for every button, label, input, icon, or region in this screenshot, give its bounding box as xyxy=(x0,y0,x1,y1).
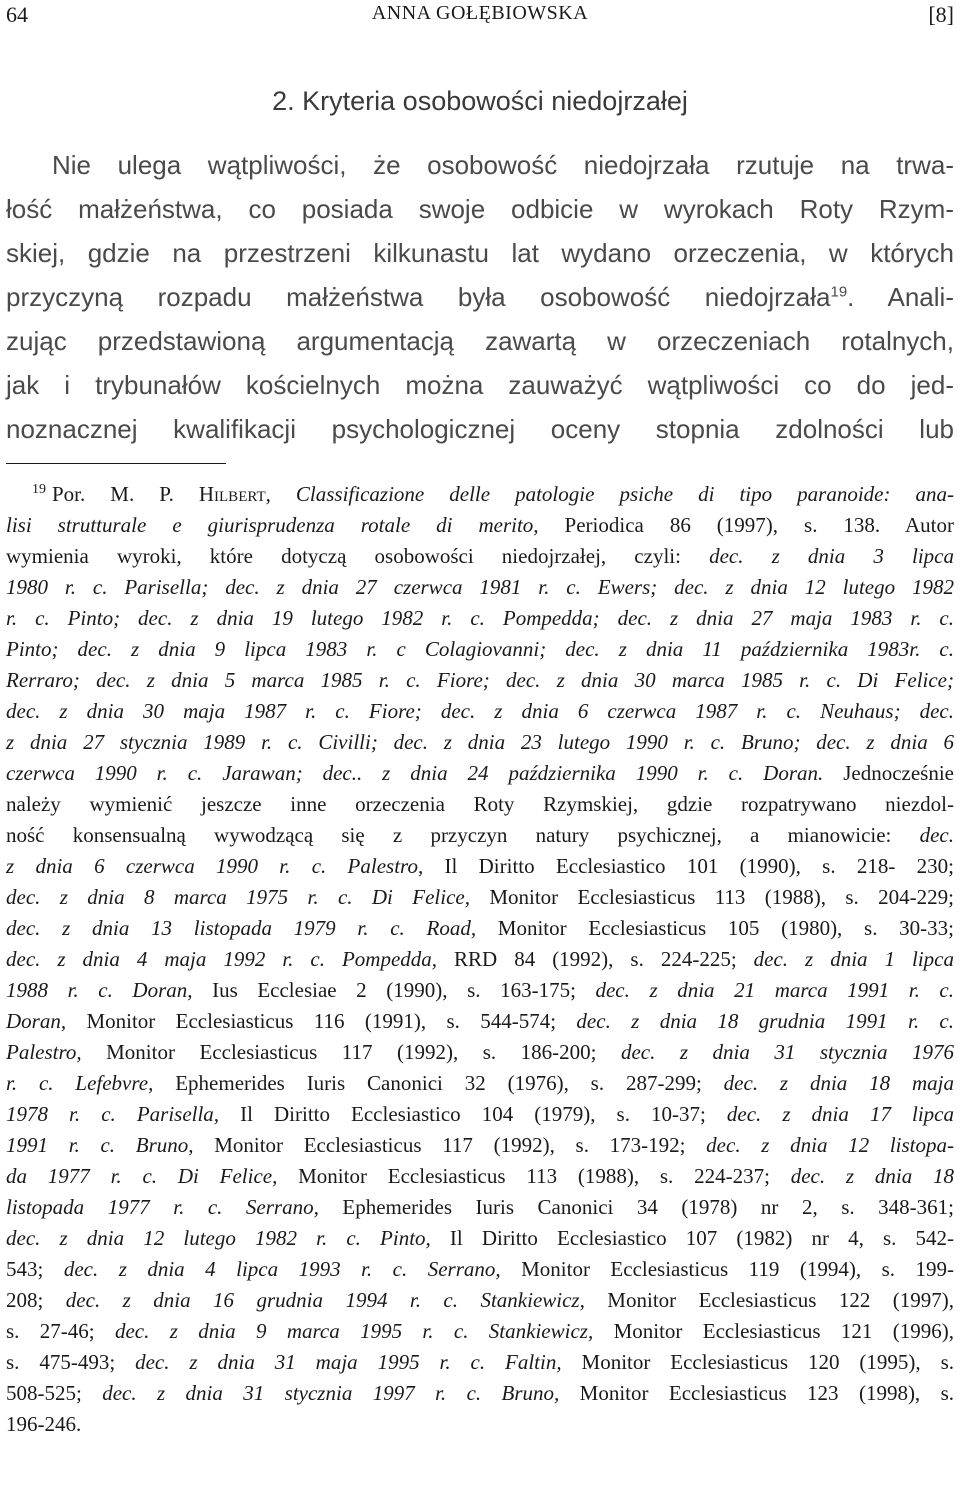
footnote-citation: 1991 r. c. Bruno, xyxy=(6,1133,194,1157)
footnote-run: Ephemerides Iuris Canonici 34 (1978) nr 2, s. 348-361; xyxy=(318,1195,954,1219)
footnote-citation: dec. z dnia 18 grudnia 1991 r. c. xyxy=(576,1009,954,1033)
running-author: ANNA GOŁĘBIOWSKA xyxy=(371,2,589,24)
footnote-run: Monitor Ecclesiasticus 122 (1997), xyxy=(584,1288,955,1312)
footnote-citation: dec. z dnia 3 lipca xyxy=(709,544,954,568)
footnote-citation: da 1977 r. c. Di Felice, xyxy=(6,1164,278,1188)
footnote-citation: z dnia 6 czerwca 1990 r. c. Palestro, xyxy=(6,854,424,878)
footnote-citation: dec. xyxy=(919,823,954,847)
footnote-citation: dec. z dnia 4 lipca 1993 r. c. Serrano, xyxy=(63,1257,501,1281)
footnote-line xyxy=(6,727,954,758)
footnote-run: Monitor Ecclesiasticus 113 (1988), s. 204-229; xyxy=(469,885,955,909)
footnote-line xyxy=(6,510,954,541)
footnote-line xyxy=(6,1285,954,1316)
footnote-citation: dec. z dnia 31 stycznia 1976 xyxy=(620,1040,954,1064)
footnote-citation: dec. z dnia 18 xyxy=(790,1164,955,1188)
footnote-run: Ephemerides Iuris Canonici 32 (1976), s. 287-299; xyxy=(153,1071,724,1095)
footnote-line xyxy=(6,851,954,882)
footnote-citation: dec. z dnia 21 marca 1991 r. c. xyxy=(595,978,954,1002)
body-line: jak i trybunałów kościelnych można zauważyć wątpliwości co do jed- xyxy=(6,370,954,400)
footnote-line xyxy=(6,789,954,820)
footnote-run: 208; xyxy=(6,1288,66,1312)
footnote-run: wymienia wyroki, które dotyczą osobowości niedojrzałej, czyli: xyxy=(6,544,710,568)
body-line: noznacznej kwalifikacji psychologicznej oceny stopnia zdolności lub xyxy=(6,414,954,444)
footnote-line xyxy=(6,1378,954,1409)
footnote-citation: dec. z dnia 31 maja 1995 r. c. Faltin, xyxy=(135,1350,562,1374)
footnote-citation: 1978 r. c. Parisella, xyxy=(6,1102,220,1126)
footnote-line xyxy=(6,696,954,727)
footnote-line xyxy=(6,1037,954,1068)
footnote-citation: dec. z dnia 8 marca 1975 r. c. Di Felice, xyxy=(6,885,470,909)
footnote-run: Il Diritto Ecclesiastico 107 (1982) nr 4, s. 542- xyxy=(430,1226,954,1250)
running-header xyxy=(6,0,954,34)
footnote-line xyxy=(6,944,954,975)
footnote-line xyxy=(6,1347,954,1378)
footnote-line xyxy=(6,1192,954,1223)
footnote-reference[interactable]: 19 xyxy=(830,283,848,301)
body-line xyxy=(6,275,954,319)
footnote-line xyxy=(6,1130,954,1161)
footnote-line xyxy=(6,634,954,665)
footnote-run: 508-525; xyxy=(6,1381,103,1405)
footnote-run: ność konsensualną wywodzącą się z przyczyn natury psychicznej, a mianowicie: xyxy=(6,823,920,847)
footnote-citation: Palestro, xyxy=(6,1040,82,1064)
body-line: skiej, gdzie na przestrzeni kilkunastu lat wydano orzeczenia, w których xyxy=(6,238,954,268)
footnote-citation: dec. z dnia 31 stycznia 1997 r. c. Bruno, xyxy=(102,1381,560,1405)
footnote-run: 543; xyxy=(6,1257,64,1281)
footnote-line xyxy=(6,1068,954,1099)
footnote-line xyxy=(6,882,954,913)
footnote-run: Monitor Ecclesiasticus 116 (1991), s. 544-574; xyxy=(66,1009,577,1033)
footnote-citation: dec. z dnia 16 grudnia 1994 r. c. Stankiewicz, xyxy=(65,1288,585,1312)
footnote-run: Il Diritto Ecclesiastico 101 (1990), s. 218- 230; xyxy=(423,854,954,878)
footnote-run: Jednocześnie xyxy=(823,761,954,785)
footnote-run: Por. M. P. xyxy=(52,482,199,506)
footnote-title: lisi strutturale e giurisprudenza rotale di merito, xyxy=(6,513,539,537)
footnote-citation: dec. z dnia 4 maja 1992 r. c. Pompedda, xyxy=(6,947,438,971)
footnote-line xyxy=(6,572,954,603)
body-text-run: . Anali- xyxy=(847,282,954,312)
footnote-run: RRD 84 (1992), s. 224-225; xyxy=(437,947,754,971)
footnote-run: należy wymienić jeszcze inne orzeczenia Roty Rzymskiej, gdzie rozpatrywano niezdol- xyxy=(6,792,954,816)
footnote-citation: 1980 r. c. Parisella; dec. z dnia 27 czerwca 1981 r. c. Ewers; dec. z dnia 12 lutego 1982 xyxy=(6,575,954,599)
footnote-author: Hilbert xyxy=(198,482,266,506)
body-line: Nie ulega wątpliwości, że osobowość niedojrzała rzutuje na trwa- xyxy=(52,150,954,180)
footnote-citation: dec. z dnia 13 listopada 1979 r. c. Road, xyxy=(6,916,477,940)
body-line: łość małżeństwa, co posiada swoje odbicie w wyrokach Roty Rzym- xyxy=(6,194,954,224)
footnote-run: s. 27-46; xyxy=(6,1319,115,1343)
footnote-run: Monitor Ecclesiasticus 113 (1988), s. 224-237; xyxy=(277,1164,791,1188)
footnote-citation: 1988 r. c. Doran, xyxy=(6,978,193,1002)
footnote-run: Monitor Ecclesiasticus 119 (1994), s. 199- xyxy=(500,1257,954,1281)
footnote-title: Classificazione delle patologie psiche di tipo paranoide: ana- xyxy=(295,482,954,506)
footnote-run: , xyxy=(265,482,296,506)
footnote-citation: Pinto; dec. z dnia 9 lipca 1983 r. c Colagiovanni; dec. z dnia 11 października 1983r. c. xyxy=(6,637,954,661)
footnote-line xyxy=(6,1006,954,1037)
footnote-line xyxy=(6,1099,954,1130)
footnote-citation: dec. z dnia 18 maja xyxy=(723,1071,955,1095)
footnote-line xyxy=(6,1223,954,1254)
footnote-run: Periodica 86 (1997), s. 138. Autor xyxy=(538,513,954,537)
footnote-citation: z dnia 27 stycznia 1989 r. c. Civilli; dec. z dnia 23 lutego 1990 r. c. Bruno; dec. z dnia 6 xyxy=(6,730,954,754)
footnote-citation: Doran, xyxy=(6,1009,67,1033)
footnote-citation: dec. z dnia 9 marca 1995 r. c. Stankiewicz, xyxy=(114,1319,594,1343)
footnote-line xyxy=(6,820,954,851)
footnote-run: Monitor Ecclesiasticus 105 (1980), s. 30-33; xyxy=(476,916,954,940)
footnote-line xyxy=(6,1254,954,1285)
section-marker: [8] xyxy=(928,2,954,27)
footnote-citation: Rerraro; dec. z dnia 5 marca 1985 r. c. Fiore; dec. z dnia 30 marca 1985 r. c. Di Felice; xyxy=(6,668,954,692)
footnote-run: Monitor Ecclesiasticus 121 (1996), xyxy=(593,1319,955,1343)
footnote-line xyxy=(6,603,954,634)
footnote-run: s. 475-493; xyxy=(6,1350,136,1374)
footnote-line xyxy=(6,975,954,1006)
footnote-run: Il Diritto Ecclesiastico 104 (1979), s. 10-37; xyxy=(219,1102,727,1126)
section-heading: 2. Kryteria osobowości niedojrzałej xyxy=(272,86,688,116)
footnote-line xyxy=(6,913,954,944)
footnote-citation: r. c. Lefebvre, xyxy=(6,1071,154,1095)
footnote-line xyxy=(6,758,954,789)
footnote-citation: dec. z dnia 30 maja 1987 r. c. Fiore; dec. z dnia 6 czerwca 1987 r. c. Neuhaus; dec. xyxy=(6,699,954,723)
footnote-line xyxy=(6,541,954,572)
footnote-citation: dec. z dnia 12 lutego 1982 r. c. Pinto, xyxy=(6,1226,431,1250)
footnote-citation: dec. z dnia 12 listopa- xyxy=(706,1133,955,1157)
footnote-run: Monitor Ecclesiasticus 120 (1995), s. xyxy=(561,1350,954,1374)
footnote-citation: listopada 1977 r. c. Serrano, xyxy=(6,1195,319,1219)
footnote-citation: r. c. Pinto; dec. z dnia 19 lutego 1982 r. c. Pompedda; dec. z dnia 27 maja 1983 r. c. xyxy=(6,606,954,630)
footnote-citation: dec. z dnia 1 lipca xyxy=(753,947,954,971)
footnote-line xyxy=(32,479,954,510)
footnote-line xyxy=(6,1161,954,1192)
footnote-separator xyxy=(6,463,226,464)
footnote-line: 196-246. xyxy=(6,1412,82,1436)
footnote-run: Ius Ecclesiae 2 (1990), s. 163-175; xyxy=(192,978,596,1002)
footnote-run: Monitor Ecclesiasticus 117 (1992), s. 173-192; xyxy=(193,1133,707,1157)
footnote-line xyxy=(6,1316,954,1347)
page-number: 64 xyxy=(6,2,28,27)
footnote-run: Monitor Ecclesiasticus 117 (1992), s. 186-200; xyxy=(81,1040,621,1064)
footnote-citation: dec. z dnia 17 lipca xyxy=(726,1102,954,1126)
body-text-run: przyczyną rozpadu małżeństwa była osobowość niedojrzała xyxy=(6,282,831,312)
body-line: zując przedstawioną argumentacją zawartą w orzeczeniach rotalnych, xyxy=(6,326,954,356)
footnote-number: 19 xyxy=(32,482,46,497)
footnote-run: Monitor Ecclesiasticus 123 (1998), s. xyxy=(559,1381,954,1405)
footnote-citation: czerwca 1990 r. c. Jarawan; dec.. z dnia 24 października 1990 r. c. Doran. xyxy=(6,761,824,785)
footnote-line xyxy=(6,665,954,696)
